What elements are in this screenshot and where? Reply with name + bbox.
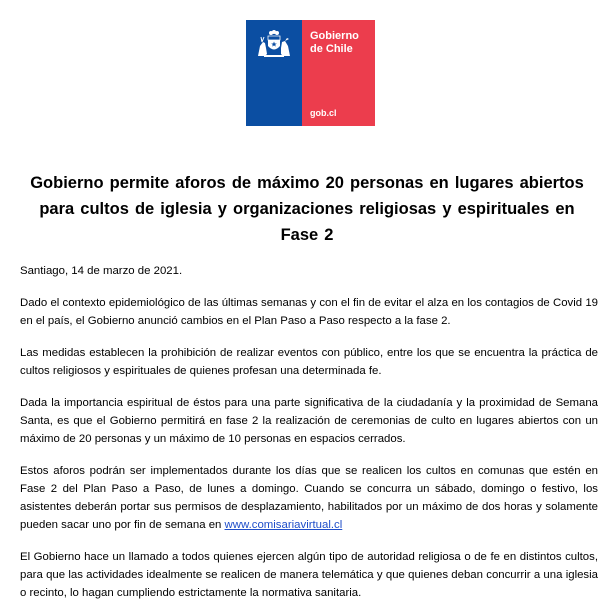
dateline: Santiago, 14 de marzo de 2021.	[20, 265, 183, 277]
paragraph-context: Dado el contexto epidemiológico de las últimas semanas y con el fin de evitar el alza en los contagios de Covid 19 en el país, el Gobierno anunció cambios en el Plan Paso a Paso respecto a la fase 2.	[20, 297, 598, 327]
paragraph-closing: El Gobierno hace un llamado a todos quienes ejercen algún tipo de autoridad religiosa o de fe en distintos cultos, para que las actividades idealmente se realicen de manera telemática y que quienes deban concurrir a una iglesia o recinto, lo hagan cumpliendo estrictamente la normativa sanitaria.	[20, 551, 598, 599]
logo-wordmark: Gobierno de Chile	[310, 30, 359, 55]
paragraph-measures: Las medidas establecen la prohibición de realizar eventos con público, entre los que se encuentra la práctica de cultos religiosos y espirituales de quienes profesan una determinada fe.	[20, 347, 598, 377]
logo-blue-panel	[246, 20, 302, 126]
logo-red-panel	[302, 20, 375, 126]
comisaria-virtual-link[interactable]: www.comisariavirtual.cl	[224, 519, 343, 531]
paragraph-permits	[20, 462, 598, 534]
paragraph-capacity: Dada la importancia espiritual de éstos para una parte significativa de la ciudadanía y la proximidad de Semana Santa, es que el Gobierno permitirá en fase 2 la realización de ceremonias de culto en lugares abiertos con un máximo de 20 personas y un máximo de 10 personas en espacios cerrados.	[20, 397, 598, 445]
gobierno-de-chile-logo	[246, 20, 375, 126]
chile-coat-of-arms-icon	[252, 26, 296, 62]
press-release-headline: Gobierno permite aforos de máximo 20 personas en lugares abiertos para cultos de iglesia y organizaciones religiosas y espirituales en Fase 2	[30, 174, 584, 244]
press-release-body	[20, 262, 598, 616]
logo-url: gob.cl	[310, 108, 337, 118]
paragraph-permits-text: Estos aforos podrán ser implementados durante los días que se realicen los cultos en comunas que estén en Fase 2 del Plan Paso a Paso, de lunes a domingo. Cuando se concurra un sábado, domingo o festivo, los asistentes deberán portar sus permisos de desplazamiento, habilitados por un máximo de dos horas y solamente pueden sacar uno por fin de semana en	[20, 465, 598, 531]
